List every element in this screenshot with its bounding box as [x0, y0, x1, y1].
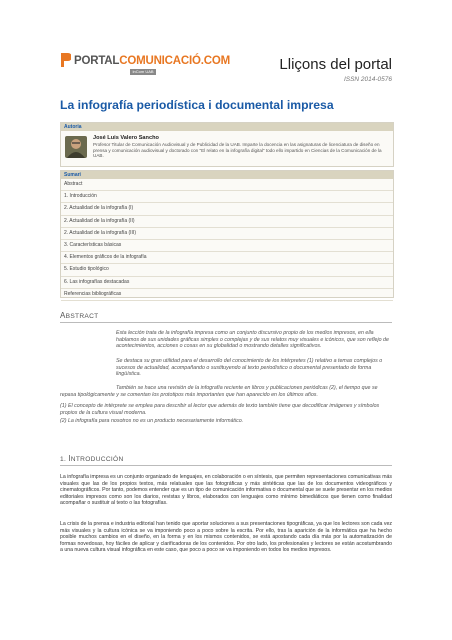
intro-heading-rest: NTRODUCCIÓN	[70, 456, 124, 463]
page-title: La infografía periodística i documental impresa	[60, 98, 334, 112]
logo-mark-icon	[60, 52, 71, 68]
issn-label: ISSN 2014-0576	[343, 76, 392, 83]
abstract-divider	[60, 322, 392, 323]
summary-item[interactable]: 5. Estudio tipológico	[61, 264, 393, 276]
author-bio: Profesor Titular de Comunicación Audiovisual y de Publicidad de la UAB. Imparte la docencia en las asignaturas de licenciatura de diseño en prensa y comunicación audiovisual y doctorado con "El relato en la infografía digital" todo ello impartido en Ciencias de la Comunicación de la UAB.	[93, 142, 382, 159]
summary-box	[60, 170, 394, 298]
logo-badge: InCom UAB	[130, 69, 156, 75]
logo-text-part2: COMUNICACIÓ.COM	[119, 55, 230, 67]
intro-paragraph-2: La crisis de la prensa e industria editorial han tenido que aportar soluciones a sus presentaciones tipográficas, ya que los lectores son cada vez más visuales y la cultura icónica se va imponiendo poco a poco sobre la escrita. Por ello, tras la aparición de la informática que ha hecho posible muchos cambios en el diseño, en la forma y en los mismos contenidos, se está apostando cada día más por la automatización de formas novedosas, hoy fáciles de aplicar y clarificadoras de los contenidos. Por otro lado, los profesionales y lectores se están acostumbrando a una nueva cultura visual infográfica en este caso, que poco a poco se va imponiendo en todos los medios impresos.	[60, 521, 392, 553]
summary-item[interactable]: 6. Las infografías destacadas	[61, 277, 393, 289]
summary-item[interactable]: 4. Elementos gráficos de la infografía	[61, 252, 393, 264]
abstract-heading-initial: A	[60, 311, 66, 320]
intro-divider	[60, 465, 392, 466]
abstract-heading	[60, 311, 99, 320]
abstract-paragraph-2: Se destaca su gran utilidad para el desarrollo del conocimiento de los intérpretes (1) relativo a temas complejos o sucesos de actualidad, acompañando o sustituyendo al texto periodístico o documental presentado de forma lingüística.	[116, 358, 383, 378]
footnote-2: (2) La infografía para nosotros no es un producto necesariamente informático.	[60, 418, 244, 424]
document-series-title: Lliçons del portal	[279, 56, 392, 73]
author-name: José Luis Valero Sancho	[93, 135, 159, 141]
summary-item[interactable]: 2. Actualidad de la infografía (III)	[61, 228, 393, 240]
summary-item[interactable]: Abstract	[61, 179, 393, 191]
intro-heading: 1. INTRODUCCIÓN	[60, 454, 124, 463]
logo-text-part1: PORTAL	[74, 55, 120, 67]
author-box	[60, 122, 394, 167]
author-section-label: Autoria	[61, 123, 393, 131]
summary-item[interactable]: 2. Actualidad de la infografía (I)	[61, 203, 393, 215]
summary-item[interactable]: 1. Introducción	[61, 191, 393, 203]
footnote-1: (1) El concepto de intérprete se emplea para describir al lector que además de texto también tiene que decodificar imágenes y símbolos propios de la cultura visual moderna.	[60, 403, 380, 416]
abstract-paragraph-1: Esta lección trata de la infografía impresa como un conjunto discursivo propio de los medios impresos, en ella hablamos de sus unidades gráficas simples o complejas y de sus relatos muy visuales e icónicos, que son reflejo de acontecimientos, acciones o cosas en su globalidad o mostrando detalles significativos.	[116, 330, 389, 350]
summary-item[interactable]: Referencias bibliográficas	[61, 289, 393, 301]
summary-item[interactable]: 2. Actualidad de la infografía (II)	[61, 216, 393, 228]
author-avatar	[65, 136, 87, 158]
portal-logo[interactable]	[60, 52, 230, 82]
abstract-heading-rest: BSTRACT	[65, 313, 99, 320]
summary-list	[61, 179, 393, 301]
summary-item[interactable]: 3. Características básicas	[61, 240, 393, 252]
summary-label: Sumari	[61, 171, 393, 179]
logo-text	[74, 55, 230, 67]
abstract-paragraph-3: También se hace una revisión de la infografía reciente en libros y publicaciones periódicas (2), el tiempo que se repasa tipológicamente y se comentan los prototipos más importantes que han aparecido en los últimos años.	[60, 385, 378, 398]
intro-heading-initial: I	[68, 454, 71, 463]
intro-paragraph-1: La infografía impresa es un conjunto organizado de lenguajes, en colaboración o en síntesis, que permiten representaciones comunicativas más visuales que las de los propios textos, más relatuales que las fotográficas y más sintéticas que las de los documentos videográficos y cinematográficos. Por tanto, podemos entender que es un tipo de comunicación informativa o documental que se suele presentar en los medios editoriales impresos como son los diarios, revistas y libros, elaborados con lenguajes como mínimo bimediáticos que tienen como finalidad acompañar o sustituir al texto o las fotografías.	[60, 474, 392, 506]
